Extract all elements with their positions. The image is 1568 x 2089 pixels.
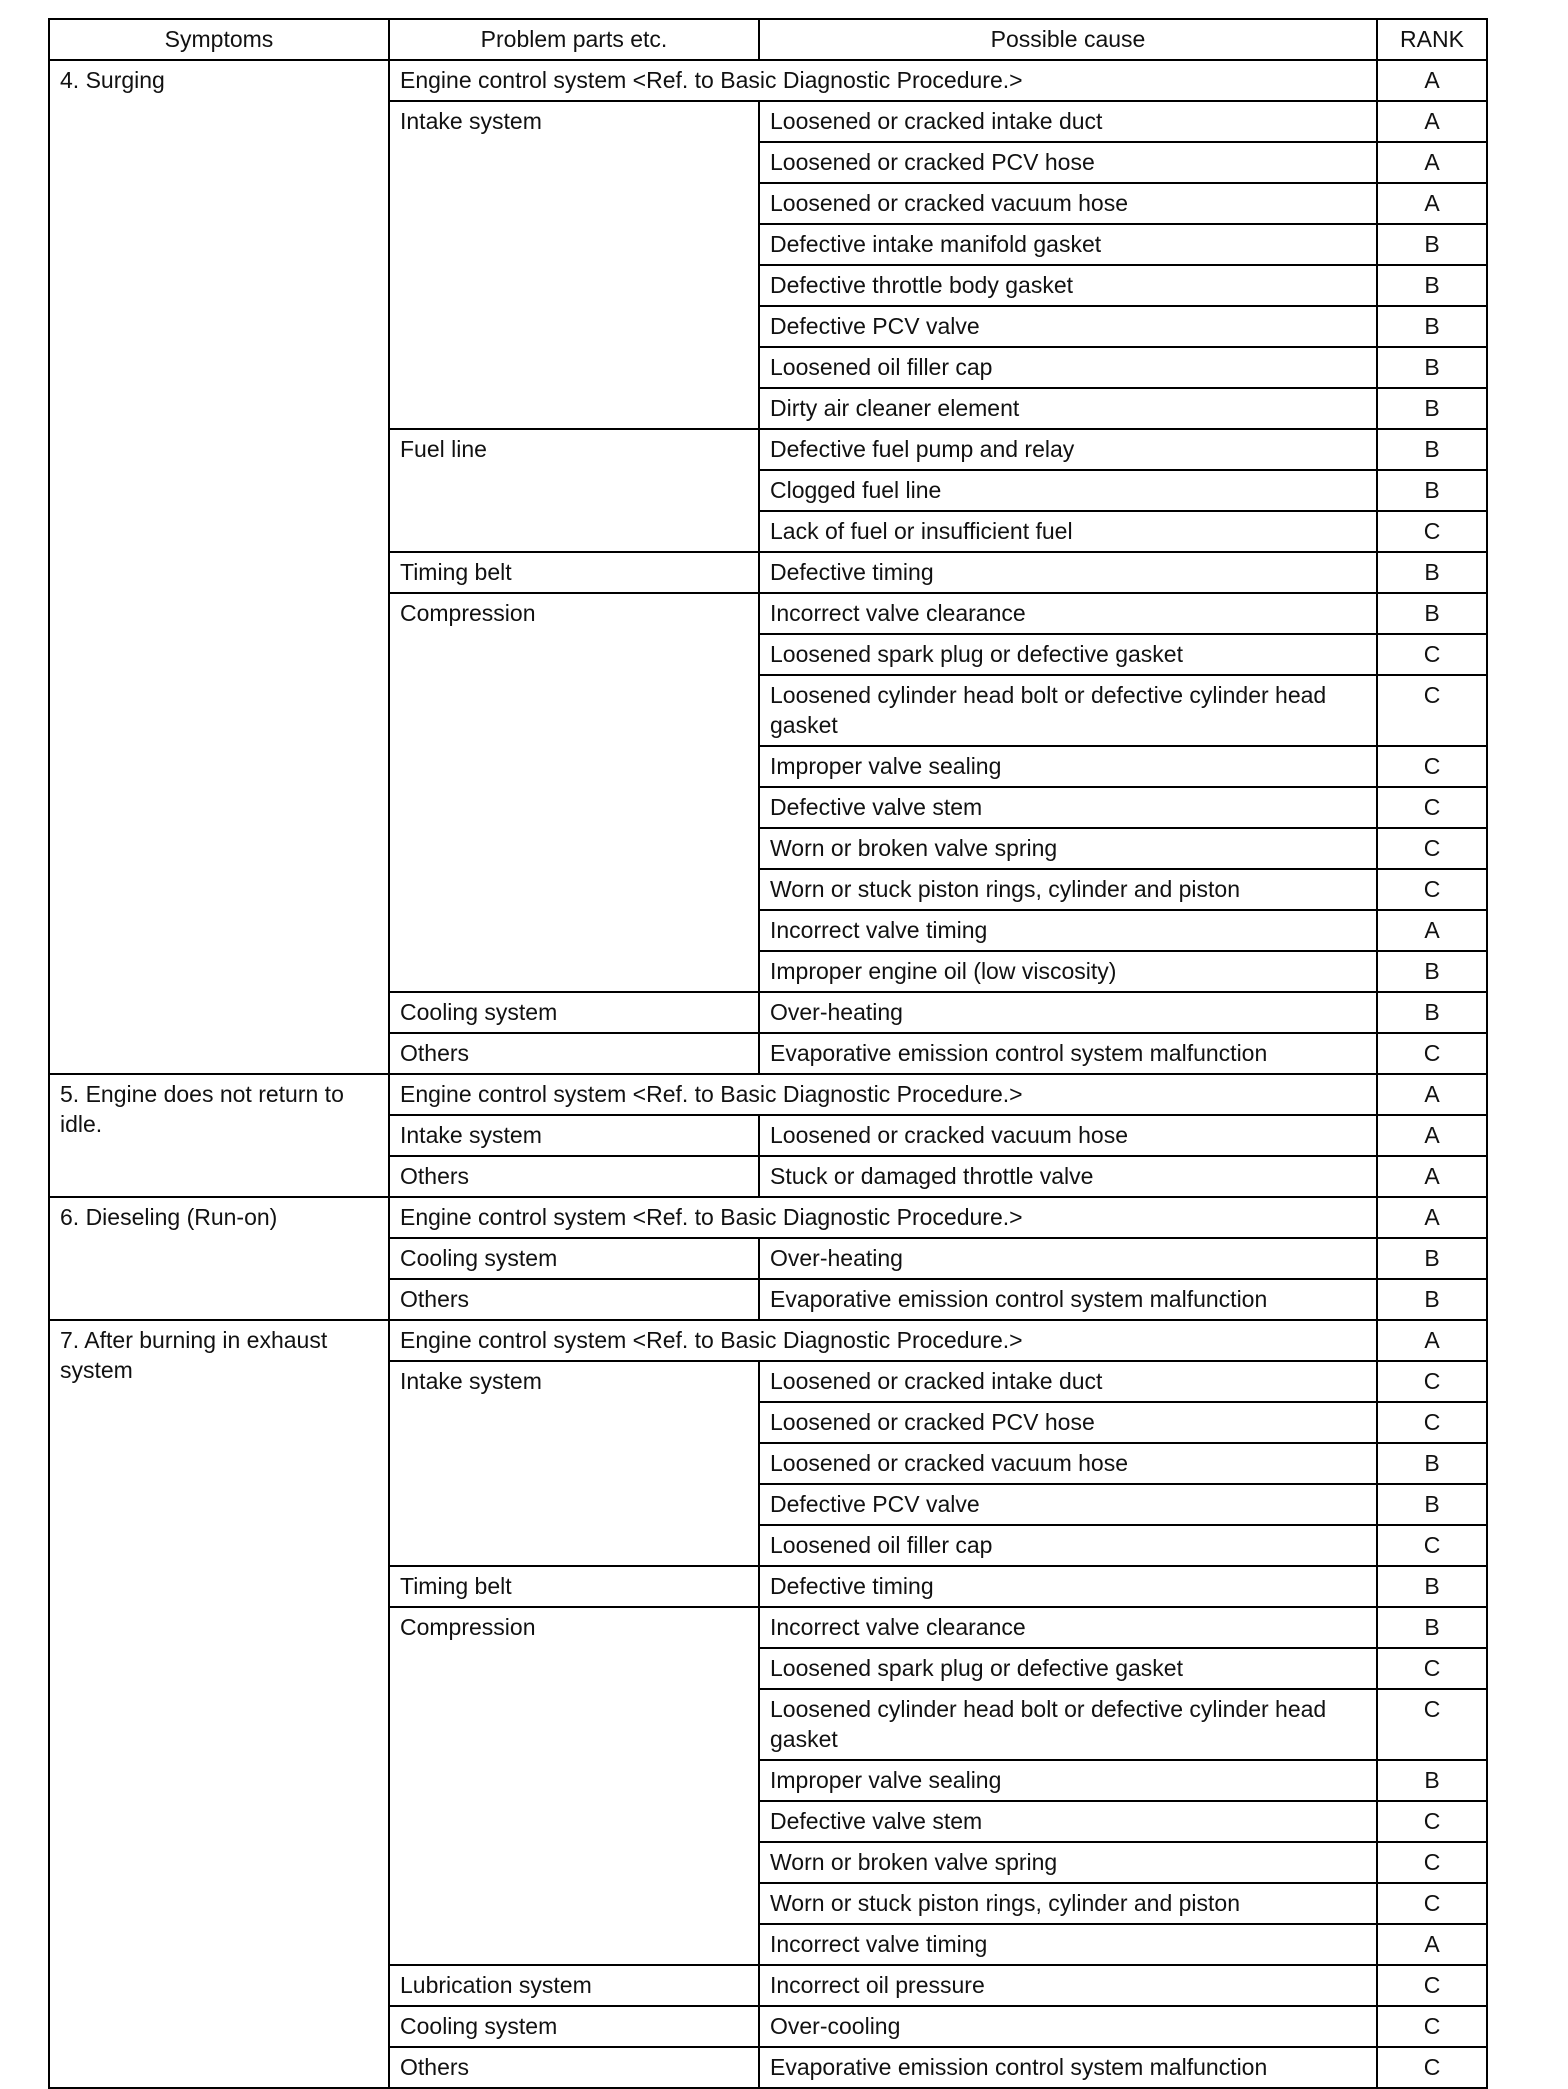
rank-cell: C — [1377, 746, 1487, 787]
rank-cell: B — [1377, 1566, 1487, 1607]
possible-cause-cell: Defective timing — [759, 1566, 1377, 1607]
possible-cause-cell: Defective intake manifold gasket — [759, 224, 1377, 265]
possible-cause-cell: Improper engine oil (low viscosity) — [759, 951, 1377, 992]
rank-cell: B — [1377, 593, 1487, 634]
possible-cause-cell: Loosened or cracked vacuum hose — [759, 183, 1377, 224]
possible-cause-cell: Worn or broken valve spring — [759, 828, 1377, 869]
possible-cause-cell: Loosened spark plug or defective gasket — [759, 634, 1377, 675]
problem-part-cell: Cooling system — [389, 2006, 759, 2047]
rank-cell: B — [1377, 306, 1487, 347]
rank-cell: C — [1377, 1648, 1487, 1689]
rank-cell: B — [1377, 1443, 1487, 1484]
rank-cell: C — [1377, 787, 1487, 828]
possible-cause-cell: Incorrect valve timing — [759, 1924, 1377, 1965]
header-rank: RANK — [1377, 19, 1487, 60]
problem-part-cell: Intake system — [389, 1115, 759, 1156]
rank-cell: C — [1377, 1689, 1487, 1760]
possible-cause-cell: Loosened or cracked vacuum hose — [759, 1115, 1377, 1156]
possible-cause-cell: Loosened or cracked intake duct — [759, 101, 1377, 142]
possible-cause-cell: Loosened cylinder head bolt or defective cylinder head gasket — [759, 675, 1377, 746]
problem-part-cell: Others — [389, 1033, 759, 1074]
rank-cell: B — [1377, 1760, 1487, 1801]
possible-cause-cell: Defective valve stem — [759, 1801, 1377, 1842]
table-row — [49, 1197, 1487, 1238]
rank-cell: A — [1377, 910, 1487, 951]
possible-cause-cell: Incorrect valve clearance — [759, 1607, 1377, 1648]
rank-cell: C — [1377, 675, 1487, 746]
rank-cell: A — [1377, 101, 1487, 142]
problem-part-cell: Others — [389, 2047, 759, 2088]
diagnosis-table — [48, 18, 1488, 2089]
rank-cell: A — [1377, 1115, 1487, 1156]
rank-cell: C — [1377, 1883, 1487, 1924]
possible-cause-cell: Worn or broken valve spring — [759, 1842, 1377, 1883]
rank-cell: C — [1377, 1525, 1487, 1566]
rank-cell: C — [1377, 1965, 1487, 2006]
rank-cell: C — [1377, 1361, 1487, 1402]
rank-cell: C — [1377, 511, 1487, 552]
rank-cell: A — [1377, 1074, 1487, 1115]
possible-cause-cell: Incorrect valve clearance — [759, 593, 1377, 634]
possible-cause-cell: Lack of fuel or insufficient fuel — [759, 511, 1377, 552]
symptom-cell: 6. Dieseling (Run-on) — [49, 1197, 389, 1320]
possible-cause-cell: Defective fuel pump and relay — [759, 429, 1377, 470]
problem-part-cell: Fuel line — [389, 429, 759, 552]
symptom-cell: 4. Surging — [49, 60, 389, 1074]
table-row — [49, 1074, 1487, 1115]
problem-part-cell: Engine control system <Ref. to Basic Diagnostic Procedure.> — [389, 1074, 1377, 1115]
header-possible-cause: Possible cause — [759, 19, 1377, 60]
possible-cause-cell: Defective PCV valve — [759, 306, 1377, 347]
problem-part-cell: Engine control system <Ref. to Basic Diagnostic Procedure.> — [389, 60, 1377, 101]
rank-cell: A — [1377, 60, 1487, 101]
possible-cause-cell: Over-heating — [759, 1238, 1377, 1279]
problem-part-cell: Others — [389, 1156, 759, 1197]
rank-cell: B — [1377, 470, 1487, 511]
possible-cause-cell: Defective throttle body gasket — [759, 265, 1377, 306]
possible-cause-cell: Over-heating — [759, 992, 1377, 1033]
possible-cause-cell: Dirty air cleaner element — [759, 388, 1377, 429]
possible-cause-cell: Over-cooling — [759, 2006, 1377, 2047]
table-header — [49, 19, 1487, 60]
problem-part-cell: Compression — [389, 1607, 759, 1965]
rank-cell: C — [1377, 828, 1487, 869]
rank-cell: B — [1377, 347, 1487, 388]
rank-cell: A — [1377, 183, 1487, 224]
problem-part-cell: Intake system — [389, 101, 759, 429]
possible-cause-cell: Defective PCV valve — [759, 1484, 1377, 1525]
possible-cause-cell: Clogged fuel line — [759, 470, 1377, 511]
possible-cause-cell: Improper valve sealing — [759, 1760, 1377, 1801]
possible-cause-cell: Incorrect valve timing — [759, 910, 1377, 951]
rank-cell: C — [1377, 869, 1487, 910]
problem-part-cell: Intake system — [389, 1361, 759, 1566]
rank-cell: B — [1377, 1238, 1487, 1279]
possible-cause-cell: Loosened oil filler cap — [759, 347, 1377, 388]
possible-cause-cell: Evaporative emission control system malfunction — [759, 2047, 1377, 2088]
possible-cause-cell: Worn or stuck piston rings, cylinder and piston — [759, 1883, 1377, 1924]
problem-part-cell: Cooling system — [389, 1238, 759, 1279]
rank-cell: A — [1377, 1197, 1487, 1238]
rank-cell: B — [1377, 224, 1487, 265]
rank-cell: B — [1377, 1279, 1487, 1320]
possible-cause-cell: Worn or stuck piston rings, cylinder and piston — [759, 869, 1377, 910]
possible-cause-cell: Defective valve stem — [759, 787, 1377, 828]
table-body — [49, 60, 1487, 2088]
rank-cell: C — [1377, 1842, 1487, 1883]
header-problem-parts: Problem parts etc. — [389, 19, 759, 60]
rank-cell: C — [1377, 2047, 1487, 2088]
problem-part-cell: Others — [389, 1279, 759, 1320]
rank-cell: C — [1377, 2006, 1487, 2047]
possible-cause-cell: Incorrect oil pressure — [759, 1965, 1377, 2006]
possible-cause-cell: Stuck or damaged throttle valve — [759, 1156, 1377, 1197]
symptom-cell: 5. Engine does not return to idle. — [49, 1074, 389, 1197]
possible-cause-cell: Evaporative emission control system malfunction — [759, 1033, 1377, 1074]
rank-cell: A — [1377, 142, 1487, 183]
possible-cause-cell: Improper valve sealing — [759, 746, 1377, 787]
problem-part-cell: Timing belt — [389, 552, 759, 593]
rank-cell: C — [1377, 1801, 1487, 1842]
problem-part-cell: Compression — [389, 593, 759, 992]
rank-cell: B — [1377, 265, 1487, 306]
possible-cause-cell: Loosened cylinder head bolt or defective cylinder head gasket — [759, 1689, 1377, 1760]
rank-cell: B — [1377, 951, 1487, 992]
diagnosis-table-page — [48, 18, 1486, 2089]
problem-part-cell: Lubrication system — [389, 1965, 759, 2006]
rank-cell: A — [1377, 1924, 1487, 1965]
table-row — [49, 60, 1487, 101]
possible-cause-cell: Loosened spark plug or defective gasket — [759, 1648, 1377, 1689]
rank-cell: B — [1377, 552, 1487, 593]
rank-cell: C — [1377, 634, 1487, 675]
possible-cause-cell: Loosened oil filler cap — [759, 1525, 1377, 1566]
possible-cause-cell: Loosened or cracked intake duct — [759, 1361, 1377, 1402]
problem-part-cell: Cooling system — [389, 992, 759, 1033]
rank-cell: A — [1377, 1156, 1487, 1197]
rank-cell: A — [1377, 1320, 1487, 1361]
rank-cell: C — [1377, 1402, 1487, 1443]
rank-cell: B — [1377, 1484, 1487, 1525]
possible-cause-cell: Evaporative emission control system malfunction — [759, 1279, 1377, 1320]
table-row — [49, 1320, 1487, 1361]
possible-cause-cell: Loosened or cracked PCV hose — [759, 1402, 1377, 1443]
problem-part-cell: Engine control system <Ref. to Basic Diagnostic Procedure.> — [389, 1197, 1377, 1238]
rank-cell: B — [1377, 388, 1487, 429]
problem-part-cell: Timing belt — [389, 1566, 759, 1607]
rank-cell: B — [1377, 992, 1487, 1033]
possible-cause-cell: Defective timing — [759, 552, 1377, 593]
rank-cell: C — [1377, 1033, 1487, 1074]
symptom-cell: 7. After burning in exhaust system — [49, 1320, 389, 2088]
possible-cause-cell: Loosened or cracked vacuum hose — [759, 1443, 1377, 1484]
rank-cell: B — [1377, 429, 1487, 470]
header-symptoms: Symptoms — [49, 19, 389, 60]
header-row — [49, 19, 1487, 60]
problem-part-cell: Engine control system <Ref. to Basic Diagnostic Procedure.> — [389, 1320, 1377, 1361]
rank-cell: B — [1377, 1607, 1487, 1648]
possible-cause-cell: Loosened or cracked PCV hose — [759, 142, 1377, 183]
